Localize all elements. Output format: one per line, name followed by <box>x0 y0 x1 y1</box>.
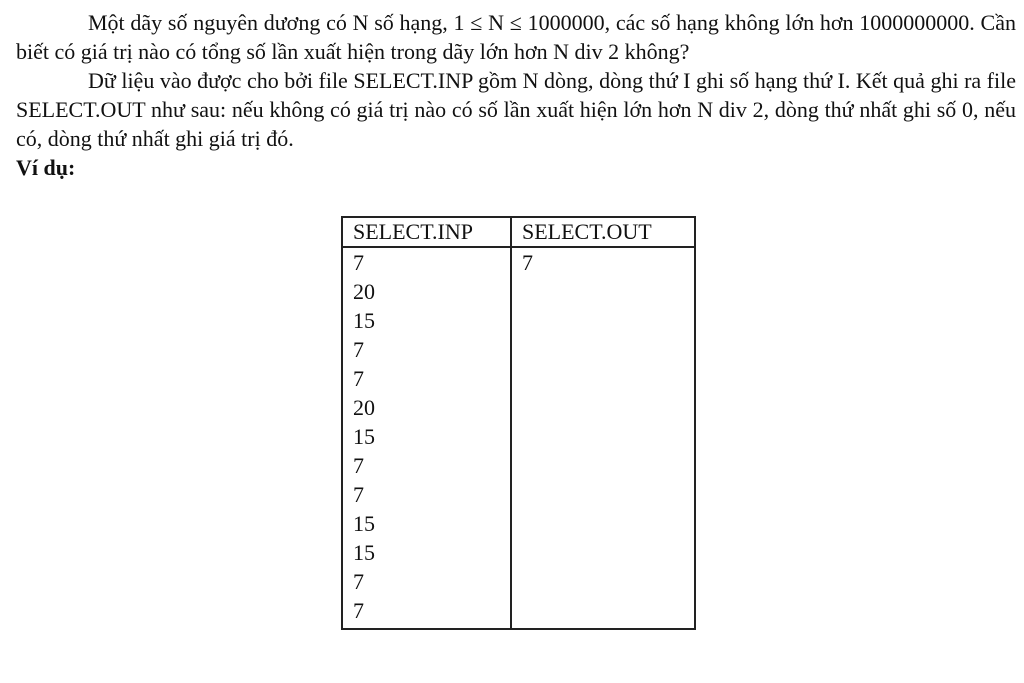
input-line: 7 <box>353 366 364 391</box>
input-line: 7 <box>353 598 364 623</box>
example-table <box>341 216 696 630</box>
output-file-content <box>511 247 695 629</box>
input-line: 15 <box>353 511 375 536</box>
problem-paragraph-description: Một dãy số nguyên dương có N số hạng, 1 ≤ N ≤ 1000000, các số hạng không lớn hơn 1000000000. Cần biết có giá trị nào có tổng số lần xuất hiện trong dãy lớn hơn N div 2 không? <box>16 10 1016 64</box>
input-line: 7 <box>353 250 364 275</box>
input-line: 15 <box>353 424 375 449</box>
input-line: 7 <box>353 482 364 507</box>
example-heading: Ví dụ: <box>16 155 76 180</box>
input-file-header: SELECT.INP <box>342 217 511 247</box>
input-line: 15 <box>353 540 375 565</box>
input-line: 7 <box>353 453 364 478</box>
example-table-body-row <box>342 247 695 629</box>
input-file-content <box>342 247 511 629</box>
example-table-header-row <box>342 217 695 247</box>
input-line: 20 <box>353 395 375 420</box>
input-line: 7 <box>353 569 364 594</box>
input-line: 7 <box>353 337 364 362</box>
output-file-header: SELECT.OUT <box>511 217 695 247</box>
problem-statement <box>16 8 1016 182</box>
input-line: 15 <box>353 308 375 333</box>
problem-paragraph-io-format: Dữ liệu vào được cho bởi file SELECT.INP gồm N dòng, dòng thứ I ghi số hạng thứ I. Kết quả ghi ra file SELECT.OUT như sau: nếu không có giá trị nào có số lần xuất hiện lớn hơn N div 2, dòng thứ nhất ghi số 0, nếu có, dòng thứ nhất ghi giá trị đó. <box>16 68 1016 151</box>
output-line: 7 <box>522 250 533 275</box>
input-line: 20 <box>353 279 375 304</box>
